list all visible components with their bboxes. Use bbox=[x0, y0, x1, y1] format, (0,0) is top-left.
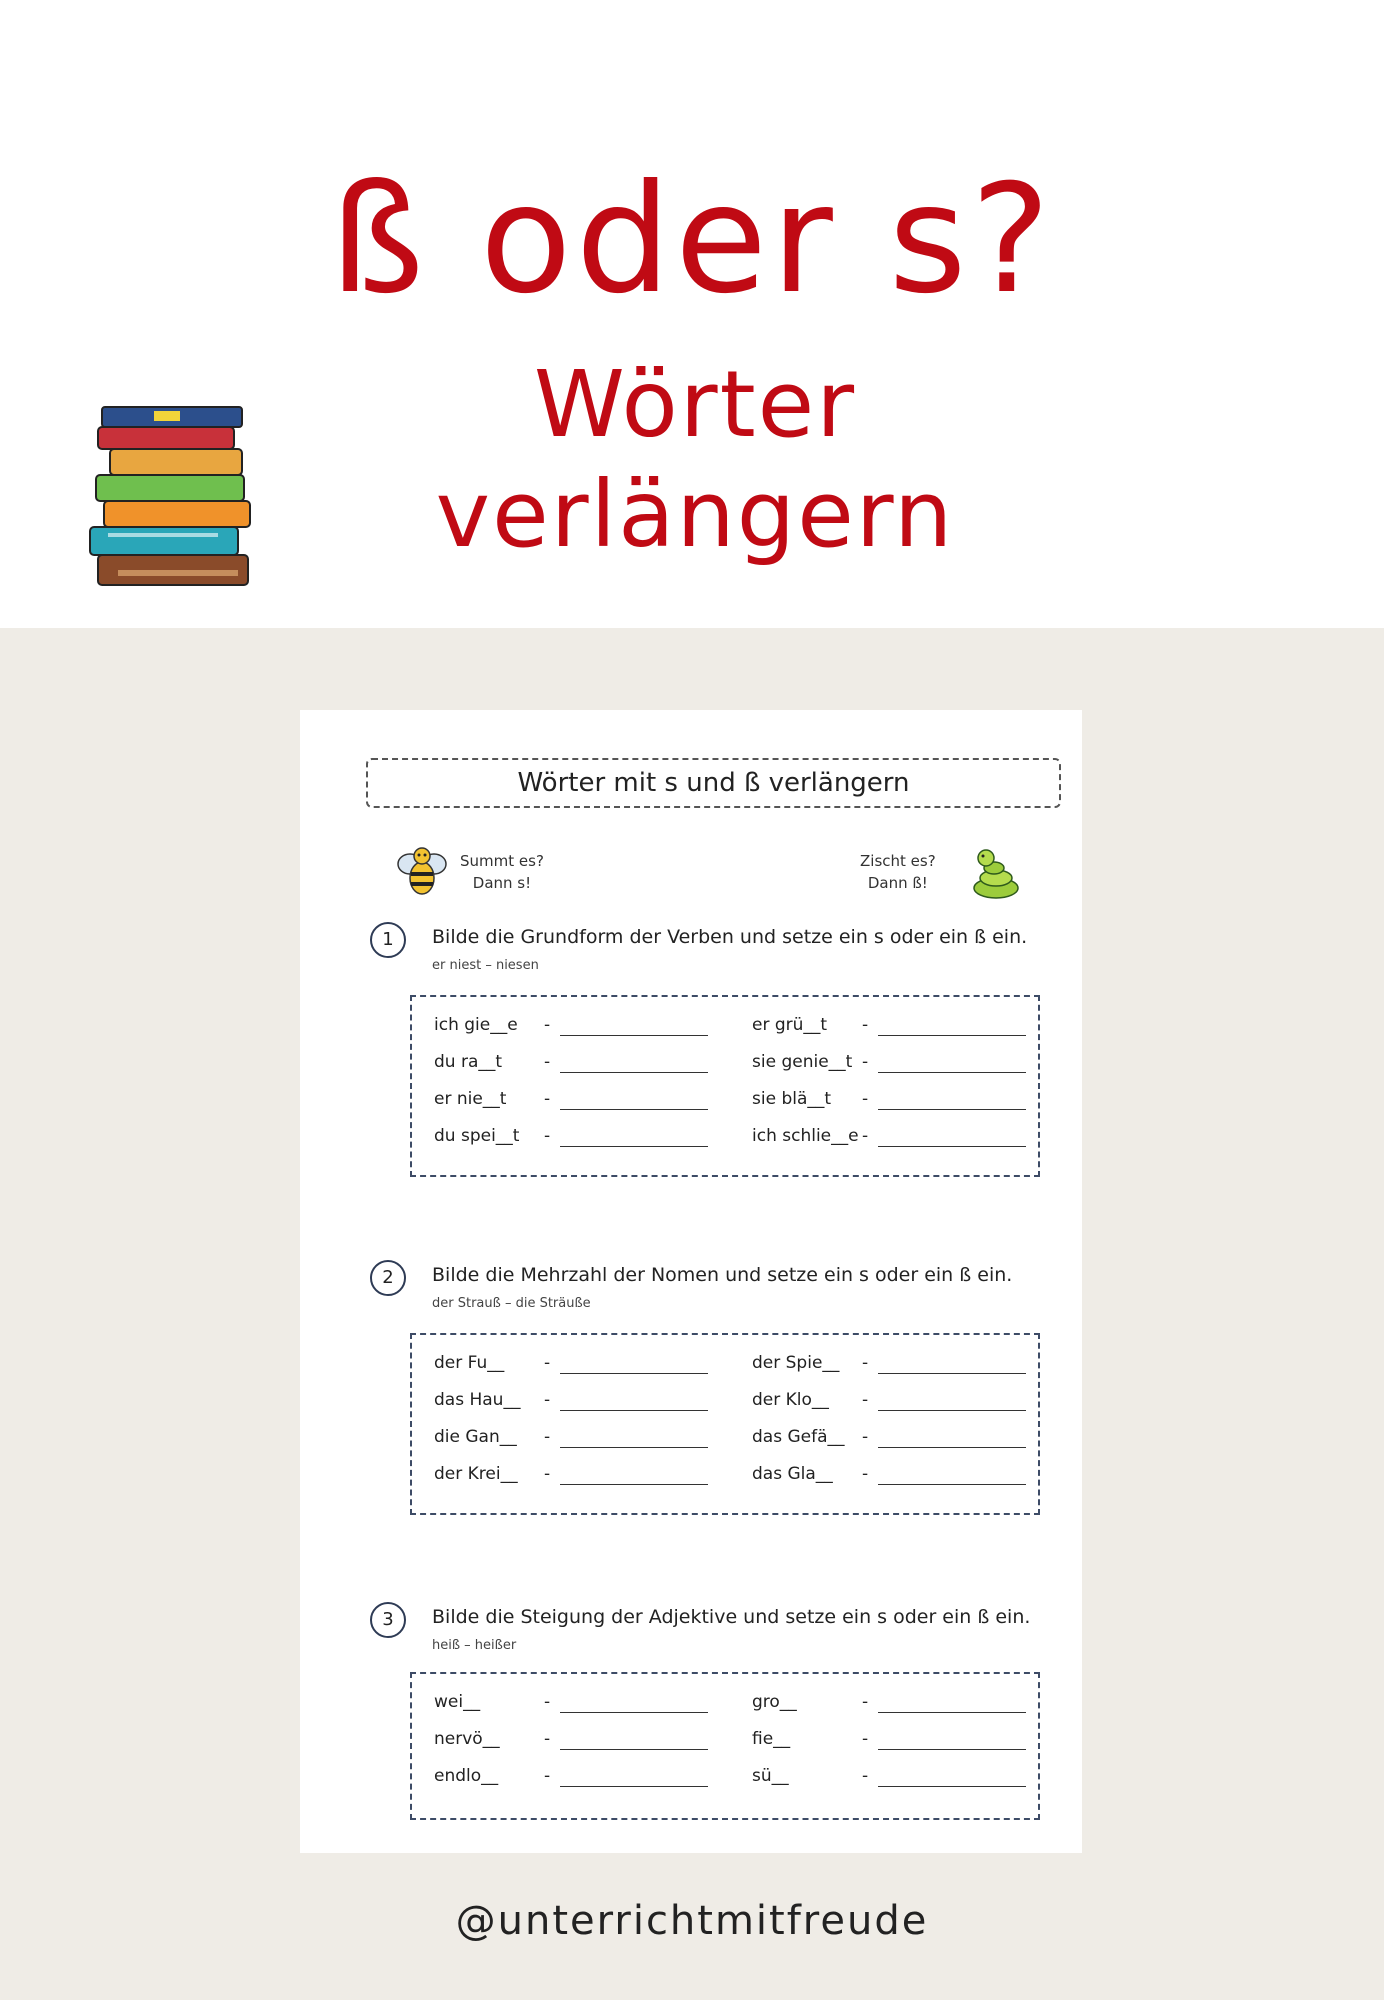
exercise-row bbox=[412, 1464, 1042, 1494]
dash: - bbox=[862, 1353, 869, 1373]
dash: - bbox=[862, 1089, 869, 1109]
answer-line[interactable] bbox=[560, 1109, 708, 1110]
page-subtitle: Wörter verlängern bbox=[435, 351, 955, 568]
exercise-prompt: der Fu__ bbox=[434, 1353, 505, 1373]
dash: - bbox=[862, 1692, 869, 1712]
exercise-prompt: sie genie__t bbox=[752, 1052, 853, 1072]
header-area bbox=[0, 0, 1384, 628]
exercise-row bbox=[412, 1015, 1042, 1045]
exercise-row bbox=[412, 1089, 1042, 1119]
dash: - bbox=[544, 1353, 551, 1373]
answer-line[interactable] bbox=[878, 1109, 1026, 1110]
exercise-prompt: fie__ bbox=[752, 1729, 791, 1749]
dash: - bbox=[544, 1427, 551, 1447]
hint-zischt bbox=[860, 850, 936, 894]
answer-line[interactable] bbox=[878, 1072, 1026, 1073]
exercise-box bbox=[410, 995, 1040, 1177]
exercise-prompt: du ra__t bbox=[434, 1052, 503, 1072]
exercise-row bbox=[412, 1729, 1042, 1759]
exercise-prompt: wei__ bbox=[434, 1692, 481, 1712]
dash: - bbox=[544, 1692, 551, 1712]
dash: - bbox=[862, 1766, 869, 1786]
exercise-prompt: der Klo__ bbox=[752, 1390, 829, 1410]
task-instruction: Bilde die Mehrzahl der Nomen und setze ein s oder ein ß ein. bbox=[432, 1264, 1013, 1286]
dash: - bbox=[544, 1464, 551, 1484]
dash: - bbox=[544, 1089, 551, 1109]
answer-line[interactable] bbox=[878, 1410, 1026, 1411]
answer-line[interactable] bbox=[878, 1447, 1026, 1448]
dash: - bbox=[544, 1729, 551, 1749]
answer-line[interactable] bbox=[560, 1484, 708, 1485]
answer-line[interactable] bbox=[560, 1786, 708, 1787]
exercise-prompt: sü__ bbox=[752, 1766, 789, 1786]
exercise-row bbox=[412, 1353, 1042, 1383]
snake-icon bbox=[964, 844, 1024, 904]
exercise-prompt: ich schlie__e bbox=[752, 1126, 859, 1146]
exercise-prompt: das Gefä__ bbox=[752, 1427, 845, 1447]
task-example: heiß – heißer bbox=[432, 1638, 517, 1653]
hint-summt bbox=[460, 850, 544, 894]
dash: - bbox=[862, 1390, 869, 1410]
answer-line[interactable] bbox=[878, 1749, 1026, 1750]
dash: - bbox=[544, 1052, 551, 1072]
answer-line[interactable] bbox=[878, 1035, 1026, 1036]
answer-line[interactable] bbox=[878, 1484, 1026, 1485]
exercise-prompt: du spei__t bbox=[434, 1126, 520, 1146]
exercise-box bbox=[410, 1672, 1040, 1820]
exercise-row bbox=[412, 1692, 1042, 1722]
exercise-box bbox=[410, 1333, 1040, 1515]
exercise-prompt: das Hau__ bbox=[434, 1390, 521, 1410]
hint-summt-line2: Dann s! bbox=[472, 874, 532, 892]
bee-icon bbox=[392, 842, 452, 902]
task-number: 1 bbox=[370, 922, 406, 958]
dash: - bbox=[862, 1729, 869, 1749]
hint-zischt-line2: Dann ß! bbox=[867, 874, 928, 892]
task-example: der Strauß – die Sträuße bbox=[432, 1296, 591, 1311]
exercise-prompt: gro__ bbox=[752, 1692, 797, 1712]
answer-line[interactable] bbox=[878, 1712, 1026, 1713]
dash: - bbox=[862, 1427, 869, 1447]
dash: - bbox=[544, 1766, 551, 1786]
dash: - bbox=[862, 1126, 869, 1146]
answer-line[interactable] bbox=[560, 1712, 708, 1713]
social-handle: @unterrichtmitfreude bbox=[455, 1898, 929, 1944]
exercise-prompt: das Gla__ bbox=[752, 1464, 833, 1484]
dash: - bbox=[862, 1464, 869, 1484]
dash: - bbox=[862, 1052, 869, 1072]
answer-line[interactable] bbox=[878, 1146, 1026, 1147]
dash: - bbox=[544, 1390, 551, 1410]
exercise-prompt: er grü__t bbox=[752, 1015, 828, 1035]
exercise-prompt: nervö__ bbox=[434, 1729, 500, 1749]
exercise-prompt: der Spie__ bbox=[752, 1353, 840, 1373]
task-number: 2 bbox=[370, 1260, 406, 1296]
answer-line[interactable] bbox=[878, 1786, 1026, 1787]
worksheet-preview bbox=[300, 710, 1082, 1853]
answer-line[interactable] bbox=[878, 1373, 1026, 1374]
answer-line[interactable] bbox=[560, 1072, 708, 1073]
exercise-prompt: sie blä__t bbox=[752, 1089, 832, 1109]
exercise-prompt: endlo__ bbox=[434, 1766, 499, 1786]
exercise-prompt: die Gan__ bbox=[434, 1427, 517, 1447]
answer-line[interactable] bbox=[560, 1035, 708, 1036]
answer-line[interactable] bbox=[560, 1373, 708, 1374]
task-instruction: Bilde die Steigung der Adjektive und setze ein s oder ein ß ein. bbox=[432, 1606, 1031, 1628]
answer-line[interactable] bbox=[560, 1146, 708, 1147]
hint-zischt-line1: Zischt es? bbox=[860, 852, 936, 870]
task-number: 3 bbox=[370, 1602, 406, 1638]
answer-line[interactable] bbox=[560, 1410, 708, 1411]
worksheet-title: Wörter mit s und ß verlängern bbox=[366, 758, 1061, 808]
exercise-row bbox=[412, 1052, 1042, 1082]
exercise-row bbox=[412, 1766, 1042, 1796]
exercise-row bbox=[412, 1390, 1042, 1420]
dash: - bbox=[544, 1126, 551, 1146]
dash: - bbox=[544, 1015, 551, 1035]
exercise-prompt: ich gie__e bbox=[434, 1015, 518, 1035]
answer-line[interactable] bbox=[560, 1447, 708, 1448]
task-instruction: Bilde die Grundform der Verben und setze ein s oder ein ß ein. bbox=[432, 926, 1028, 948]
exercise-prompt: der Krei__ bbox=[434, 1464, 518, 1484]
task-example: er niest – niesen bbox=[432, 958, 539, 973]
exercise-prompt: er nie__t bbox=[434, 1089, 507, 1109]
answer-line[interactable] bbox=[560, 1749, 708, 1750]
exercise-row bbox=[412, 1126, 1042, 1156]
dash: - bbox=[862, 1015, 869, 1035]
exercise-row bbox=[412, 1427, 1042, 1457]
page-title: ß oder s? bbox=[329, 153, 1055, 327]
hint-summt-line1: Summt es? bbox=[460, 852, 544, 870]
book-stack-icon bbox=[88, 405, 263, 605]
